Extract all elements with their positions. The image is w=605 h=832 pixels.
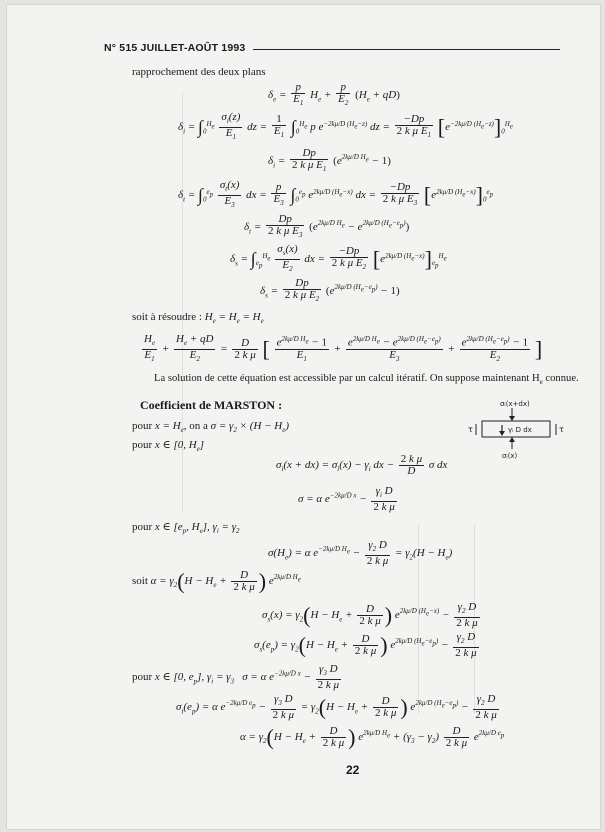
- marston-line-3: pour x ∈ [$e_p$, $H_e$], $\gamma_i = \gamma_2$: [132, 521, 240, 536]
- equation-delta-i: $\delta_i$ = $\frac{Dp}{2 k \mu E_1}$ $(e^{2k\mu/D H_e} - 1)$: [268, 147, 391, 174]
- marston-equation-6: $\sigma_t(e_p) = \alpha$ $e^{-2k\mu/D e_p}$ − $\frac{\gamma_3 D}{\text{2 k μ}}$ = $\gamma_2(H - H_e$ + $\frac{D}{\text{2 k μ}}$ ) $e^{2k\mu/D (H_e-e_p)}$ − $\frac{\gamma_2 D}{\text{2 k μ}}$: [176, 693, 497, 722]
- element-force-diagram: [462, 397, 566, 461]
- equation-main: $\frac{H_e}{E_1}$ + $\frac{H_e + qD}{E_2}$ = $\frac{D}{\text{2 k μ}}$ [ $\frac{e^{2k\mu/D H_e} - 1}{E_1}$ + $\frac{e^{2k\mu/D H_e} - e^{2k\mu/D (H_e-e_p)}}{E_3}$ + $\frac{e^{2k\mu/D (H_e-e_p)} - 1}{E_2}$ ]: [144, 333, 543, 364]
- equation-delta-i-integral: $\delta_i = \int_0^{H_e}$ $\frac{\sigma_i(z)}{E_1}$ dz = $\frac{1}{E_1}$ $\int_0^{H_e}$ p $e^{-2k\mu/D (H_e-z)}$ dz = $\frac{-Dp}{2 k \mu E_1}$ $[e^{-2k\mu/D (H_e-z)}]_0^{H_e}$: [178, 111, 513, 142]
- marston-line-5: pour x ∈ [0, $e_p$], $\gamma_i = \gamma_3$ σ = α $e^{-2k\mu/D x}$ − $\frac{\gamma_3 D}{\text{2 k μ}}$: [132, 663, 340, 692]
- diagram-label-right: τ: [559, 425, 564, 434]
- header-rule: [253, 49, 560, 50]
- diagram-label-mid: γᵢ D dx: [508, 426, 532, 434]
- equation-delta-e: $\delta_e$ = $\frac{p}{E_1}$ $H_e$ + $\frac{p}{E_2}$ $(H_e + qD)$: [268, 81, 400, 108]
- diagram-label-left: τ: [468, 425, 473, 434]
- issue-number: N° 515 JUILLET-AOÛT 1993: [104, 42, 246, 54]
- marston-line-4: soit $\alpha = \gamma_2(H - H_e$ + $\frac{D}{\text{2 k μ}}$ ) $e^{2k\mu/D H_e}$: [132, 568, 301, 594]
- equation-delta-t-integral: $\delta_t = \int_0^{e_p}$ $\frac{\sigma_t(x)}{E_3}$ dx = $\frac{p}{E_3}$ $\int_0^{e_p}$ $e^{2k\mu/D (H_e-x)}$ dx = $\frac{-Dp}{2 k \mu E_3}$ $[e^{2k\mu/D (H_e-x)}]_0^{e_p}$: [178, 179, 494, 210]
- equation-delta-t: $\delta_t$ = $\frac{Dp}{2 k \mu E_3}$ $(e^{2k\mu/D H_e} - e^{2k\mu/D (H_e-e_p)})$: [244, 213, 410, 240]
- marston-section-title: Coefficient de MARSTON :: [140, 398, 283, 412]
- equation-delta-s: $\delta_s$ = $\frac{Dp}{2 k \mu E_2}$ $(e^{2k\mu/D (H_e-e_p)} - 1)$: [260, 277, 400, 304]
- document-page: [6, 4, 601, 830]
- marston-line-1: pour $x = H_e$, on a $\sigma = \gamma_2 \times (H - H_e)$: [132, 420, 290, 435]
- marston-equation-2: σ = α $e^{-2k\mu/D x}$ − $\frac{\gamma_i D}{\text{2 k μ}}$: [298, 485, 395, 514]
- marston-equation-5: $\sigma_s(e_p) = \gamma_2(H - H_e$ + $\frac{D}{\text{2 k μ}}$ ) $e^{2k\mu/D (H_e-e_p)}$ − $\frac{\gamma_2 D}{\text{2 k μ}}$: [254, 631, 477, 660]
- equation-delta-s-integral: $\delta_s = \int_{e_p}^{H_e}$ $\frac{\sigma_s(x)}{E_2}$ dx = $\frac{-Dp}{2 k \mu E_2}$ $[e^{2k\mu/D (H_e-x)}]_{e_p}^{H_e}$: [230, 243, 447, 274]
- marston-equation-1: $\sigma_i(x + dx) = \sigma_i(x) - \gamma_i$ dx − $\frac{\text{2 k μ}}{D}$ σ dx: [276, 453, 448, 477]
- solve-statement: soit à résoudre : $H_e = H_e = H_e$: [132, 311, 264, 326]
- marston-equation-4: $\sigma_s(x) = \gamma_2(H - H_e$ + $\frac{D}{\text{2 k μ}}$ ) $e^{2k\mu/D (H_e-x)}$ − $\frac{\gamma_2 D}{\text{2 k μ}}$: [262, 601, 478, 630]
- diagram-label-top: σᵢ(x+dx): [500, 400, 530, 408]
- solution-sentence: La solution de cette équation est accessible par un calcul itératif. On suppose maintenant $H_e$ connue.: [154, 373, 579, 387]
- issue-header: [104, 40, 560, 56]
- marston-equation-3: $\sigma(H_e) = \alpha$ $e^{-2k\mu/D H_e}$ − $\frac{\gamma_2 D}{\text{2 k μ}}$ = $\gamma_2(H - H_e)$: [268, 539, 453, 568]
- diagram-label-bottom: σᵢ(x): [502, 452, 518, 460]
- page-number: 22: [346, 763, 360, 777]
- intro-text: rapprochement des deux plans: [132, 66, 266, 78]
- marston-line-2: pour x ∈ [0, $H_e$]: [132, 439, 205, 454]
- marston-equation-7: $\alpha = \gamma_2(H - H_e$ + $\frac{D}{\text{2 k μ}}$ ) $e^{2k\mu/D H_e} + (\gamma_3 - \gamma_2)$ $\frac{D}{\text{2 k μ}}$ $e^{2k\mu/D e_p}$: [240, 724, 505, 750]
